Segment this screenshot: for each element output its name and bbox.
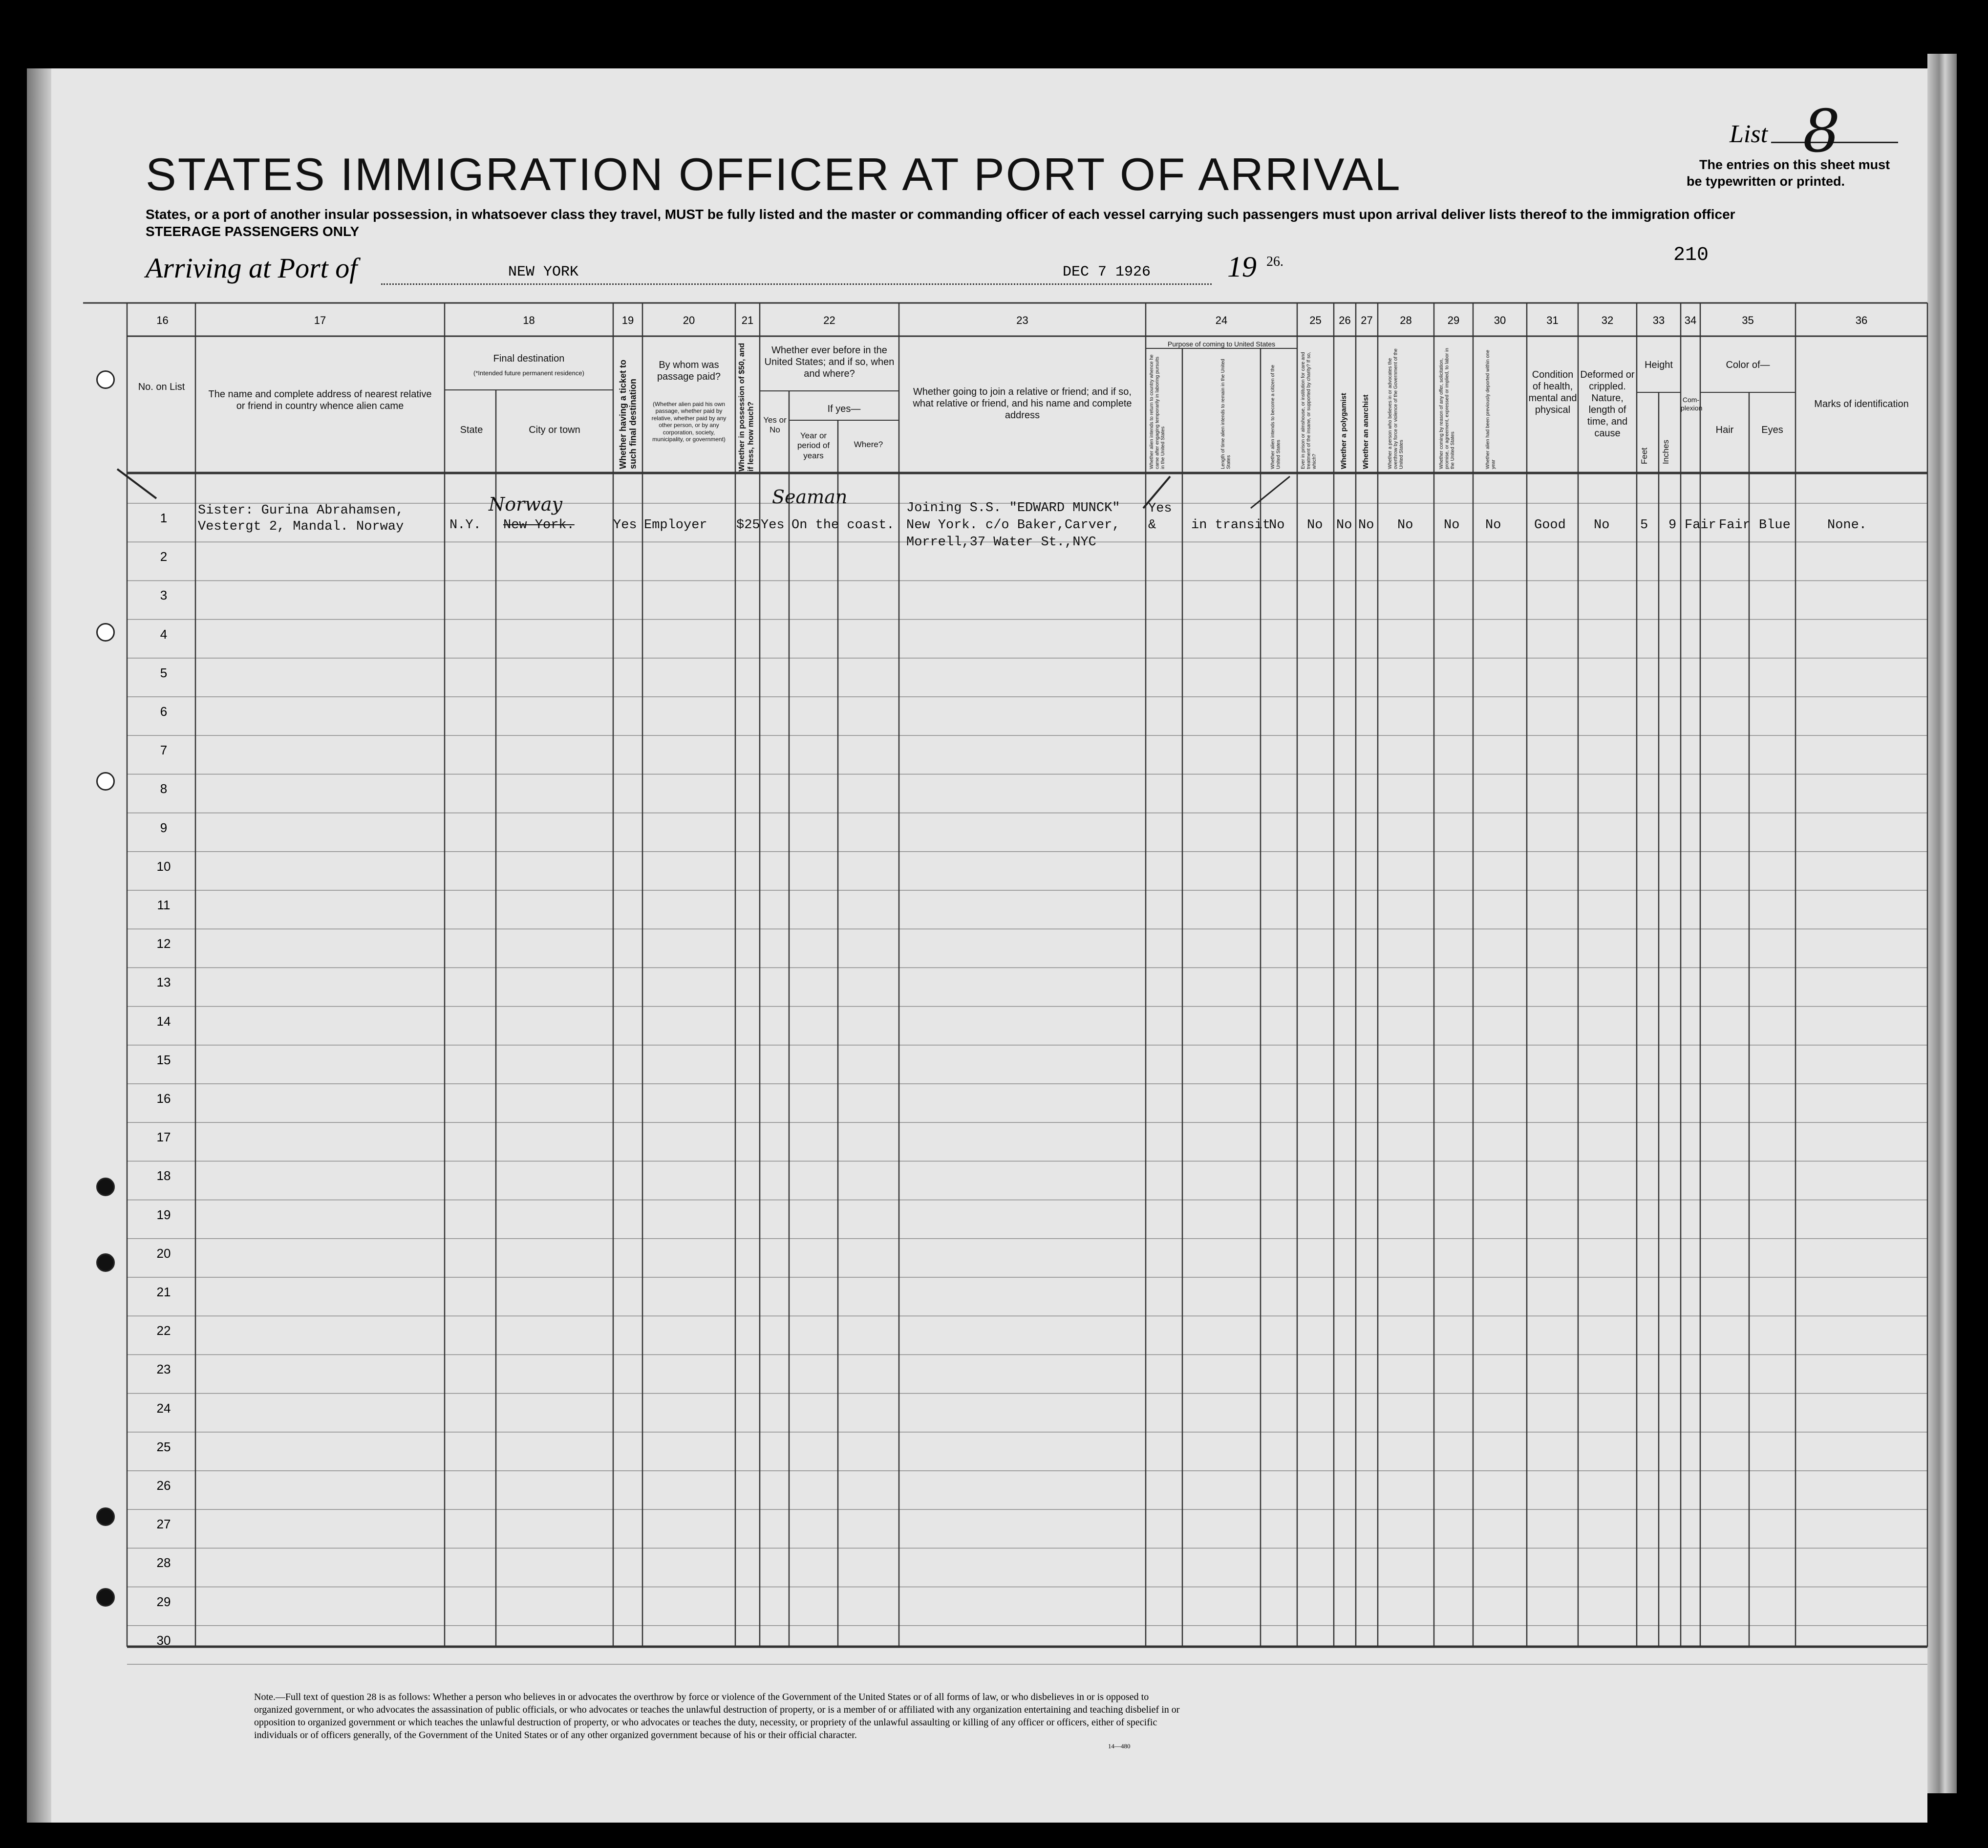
health-value: Good: [1534, 518, 1566, 533]
row-number: 27: [156, 1517, 171, 1532]
relative-line-1: Sister: Gurina Abrahamsen,: [198, 503, 404, 518]
row-number: 3: [160, 588, 168, 603]
col-num-29: 29: [1447, 314, 1460, 326]
row-number: 21: [156, 1285, 171, 1299]
header-city: City or town: [529, 425, 580, 435]
purpose-return-value: Yes &: [1148, 501, 1172, 533]
col-num-21: 21: [741, 314, 754, 326]
col-num-17: 17: [314, 314, 326, 326]
ever-before-handwritten: Seaman: [772, 486, 848, 508]
dest-city-handwritten: Norway: [489, 494, 562, 515]
polygamist-value: No: [1336, 518, 1352, 533]
port-name: NEW YORK: [508, 264, 579, 280]
header-length-of-stay: Length of time alien intends to remain in the United States: [1220, 359, 1232, 469]
row-number: 11: [157, 898, 171, 912]
year-prefix: 19: [1227, 251, 1257, 283]
row-number: 8: [160, 781, 168, 796]
header-if-yes: If yes—: [827, 404, 861, 414]
row-number: 13: [156, 975, 171, 990]
row-number: 6: [160, 704, 168, 719]
col-num-32: 32: [1601, 314, 1614, 326]
offer-value: No: [1444, 518, 1460, 533]
header-hair: Hair: [1715, 425, 1734, 435]
header-state: State: [460, 425, 483, 435]
money-value: $25: [736, 518, 760, 533]
binder-hole: [96, 772, 115, 791]
header-by-whom-paid: By whom was passage paid?: [657, 360, 721, 382]
dest-state: N.Y.: [449, 518, 481, 533]
anarchist-value: No: [1358, 518, 1374, 533]
row-number: 25: [156, 1439, 171, 1454]
row-number: 5: [160, 665, 168, 680]
marks-value: None.: [1827, 518, 1867, 533]
col-num-23: 23: [1016, 314, 1028, 326]
header-purpose: Purpose of coming to United States: [1167, 340, 1276, 348]
header-purpose-return: Whether alien intends to return to country whence he came after engaging temporarily in laboring pursuits in the United States: [1149, 354, 1166, 469]
page-title: STATES IMMIGRATION OFFICER AT PORT OF ARRIVAL: [146, 149, 1402, 200]
col-num-18: 18: [523, 314, 535, 326]
feet-value: 5: [1640, 518, 1648, 533]
header-no-on-list: No. on List: [138, 382, 185, 392]
row-number: 16: [156, 1091, 171, 1106]
joining-line-3: Morrell,37 Water St.,NYC: [906, 535, 1096, 550]
joining-line-2: New York. c/o Baker,Carver,: [906, 518, 1120, 533]
tick-mark-row-1: [117, 469, 156, 498]
header-ticket: Whether having a ticket to such final destination: [618, 359, 638, 469]
row-number: 30: [156, 1633, 171, 1648]
col-num-31: 31: [1546, 314, 1559, 326]
row-number: 28: [156, 1555, 171, 1570]
header-money: Whether in possession of $50, and if less, how much?: [738, 343, 755, 472]
row-number: 12: [156, 936, 171, 951]
binder-hole: [96, 370, 115, 389]
page-number: 210: [1673, 244, 1709, 266]
col-num-34: 34: [1684, 314, 1697, 326]
col-num-35: 35: [1742, 314, 1754, 326]
row-number: 17: [156, 1130, 171, 1145]
header-overthrow: Whether a person who believes in or advocates the overthrow by force or violence of the Government of the United States: [1388, 348, 1404, 469]
header-final-destination: Final destination: [493, 353, 565, 364]
page-subtitle: States, or a port of another insular possession, in whatsoever class they travel, MUST be fully listed and the master or commanding officer of each vessel carrying such passengers must upon arrival deliver lists thereof to the immigration officer: [146, 207, 1735, 222]
header-anarchist: Whether an anarchist: [1362, 394, 1370, 469]
paid-by-value: Employer: [644, 518, 707, 533]
prison-value: No: [1307, 518, 1323, 533]
row-number: 22: [156, 1323, 171, 1338]
header-final-destination-note: (*Intended future permanent residence): [473, 369, 584, 377]
ticket-value: Yes: [613, 518, 637, 533]
ever-before-value: Yes: [761, 518, 785, 533]
header-color-of: Color of—: [1726, 360, 1770, 370]
instructions-line-1: The entries on this sheet must: [1699, 157, 1890, 172]
binder-hole: [96, 1178, 115, 1196]
binder-hole: [96, 623, 115, 642]
header-prison: Ever in prison or almshouse, or institution for care and treatment of the insane, or supported by charity? If so, which?: [1301, 352, 1317, 469]
header-by-whom-note: (Whether alien paid his own passage, whether paid by relative, whether paid by any other person, or by any corporation, society, municipality, or government): [651, 401, 727, 443]
header-ever-before: Whether ever before in the United States; and if so, when and where?: [764, 345, 895, 379]
relative-line-2: Vestergt 2, Mandal. Norway: [198, 519, 404, 534]
row-number: 2: [160, 549, 168, 564]
check-mark-length: [1251, 476, 1290, 508]
col-num-20: 20: [683, 314, 695, 326]
col-num-30: 30: [1494, 314, 1506, 326]
list-number: 8: [1803, 98, 1840, 166]
header-complexion: Com-plexion: [1681, 396, 1703, 412]
row-number: 4: [160, 626, 168, 642]
arrival-date-stamp: DEC 7 1926: [1063, 264, 1151, 280]
steerage-label: STEERAGE PASSENGERS ONLY: [146, 224, 360, 239]
question-28-note: Note.—Full text of question 28 is as follows: Whether a person who believes in or advocates the overthrow by force or violence of the Government of the United States or of all forms of law, or who disbelieves in or is opposed to organized government, or who advocates the assassination of public officials, or who advocates or teaches the unlawful destruction of property, or is a member of or affiliated with any organization entertaining and teaching disbelief in or opposition to organized government or which teaches the unlawful destruction of property, or who advocates or teaches the duty, necessity, or propriety of the unlawful assaulting or killing of any officer or officers, either of specific individuals or of officers generally, of the Government of the United States or of any other organized government because of his or their official character.: [254, 1692, 1180, 1741]
year-suffix: 26.: [1266, 254, 1283, 269]
row-number: 15: [156, 1052, 171, 1067]
row-number: 20: [156, 1246, 171, 1261]
col-num-27: 27: [1361, 314, 1373, 326]
col-num-36: 36: [1855, 314, 1868, 326]
instructions-line-2: be typewritten or printed.: [1687, 174, 1845, 189]
list-label: List: [1730, 120, 1768, 148]
header-deported: Whether alien had been previously deported within one year: [1485, 349, 1496, 469]
header-citizen: Whether alien intends to become a citizen of the United States: [1270, 365, 1282, 469]
col-num-26: 26: [1339, 314, 1351, 326]
col-num-19: 19: [621, 314, 634, 326]
eyes-value: Blue: [1759, 518, 1791, 533]
hair-value: Fair: [1719, 518, 1751, 533]
header-nearest-relative: The name and complete address of nearest relative or friend in country whence alien came: [208, 389, 432, 411]
header-feet: Feet: [1640, 447, 1649, 464]
header-yes-or-no: Yes or No: [763, 415, 787, 435]
length-of-stay-value: in transit: [1191, 518, 1271, 533]
header-year-or-period: Year or period of years: [797, 431, 830, 460]
row-number: 1: [160, 511, 168, 525]
header-joining: Whether going to join a relative or friend; and if so, what relative or friend, and his name and complete address: [913, 387, 1132, 421]
col-num-28: 28: [1400, 314, 1412, 326]
check-mark-purpose: [1143, 476, 1170, 508]
col-num-22: 22: [823, 314, 835, 326]
arriving-label: Arriving at Port of: [146, 252, 358, 284]
binder-hole: [96, 1507, 115, 1526]
row-number: 19: [156, 1207, 171, 1222]
row-number: 9: [160, 820, 168, 835]
citizen-value: No: [1269, 518, 1285, 533]
header-marks: Marks of identification: [1814, 399, 1909, 409]
header-health: Condition of health, mental and physical: [1528, 369, 1577, 415]
header-deformed: Deformed or crippled. Nature, length of time, and cause: [1580, 369, 1635, 439]
overthrow-value: No: [1397, 518, 1413, 533]
form-number: 14—480: [1108, 1742, 1131, 1750]
row-number: 26: [156, 1478, 171, 1493]
header-where: Where?: [854, 440, 883, 449]
row-number: 7: [160, 743, 168, 758]
col-num-25: 25: [1309, 314, 1322, 326]
deformed-value: No: [1594, 518, 1610, 533]
header-eyes: Eyes: [1761, 425, 1783, 435]
col-num-24: 24: [1215, 314, 1228, 326]
row-number: 10: [156, 859, 171, 874]
deported-value: No: [1485, 518, 1501, 533]
inches-value: 9: [1668, 518, 1677, 533]
row-number: 29: [156, 1594, 171, 1609]
header-polygamist: Whether a polygamist: [1340, 393, 1348, 469]
binder-hole: [96, 1253, 115, 1272]
header-inches: Inches: [1661, 439, 1670, 464]
joining-line-1: Joining S.S. "EDWARD MUNCK": [906, 501, 1120, 516]
header-offer: Whether coming by reason of any offer, solicitation, promise, or agreement, expressed or implied, to labor in the United States: [1439, 348, 1455, 469]
row-number: 14: [156, 1013, 171, 1029]
complexion-value: Fair: [1685, 518, 1716, 533]
binder-hole: [96, 1588, 115, 1607]
row-number: 18: [156, 1168, 171, 1183]
col-num-16: 16: [156, 314, 169, 326]
col-num-33: 33: [1652, 314, 1665, 326]
row-number: 23: [156, 1362, 171, 1377]
where-value: On the coast.: [791, 518, 895, 533]
row-number: 24: [156, 1400, 171, 1416]
header-height: Height: [1645, 360, 1673, 370]
dest-city: New York.: [503, 518, 575, 533]
